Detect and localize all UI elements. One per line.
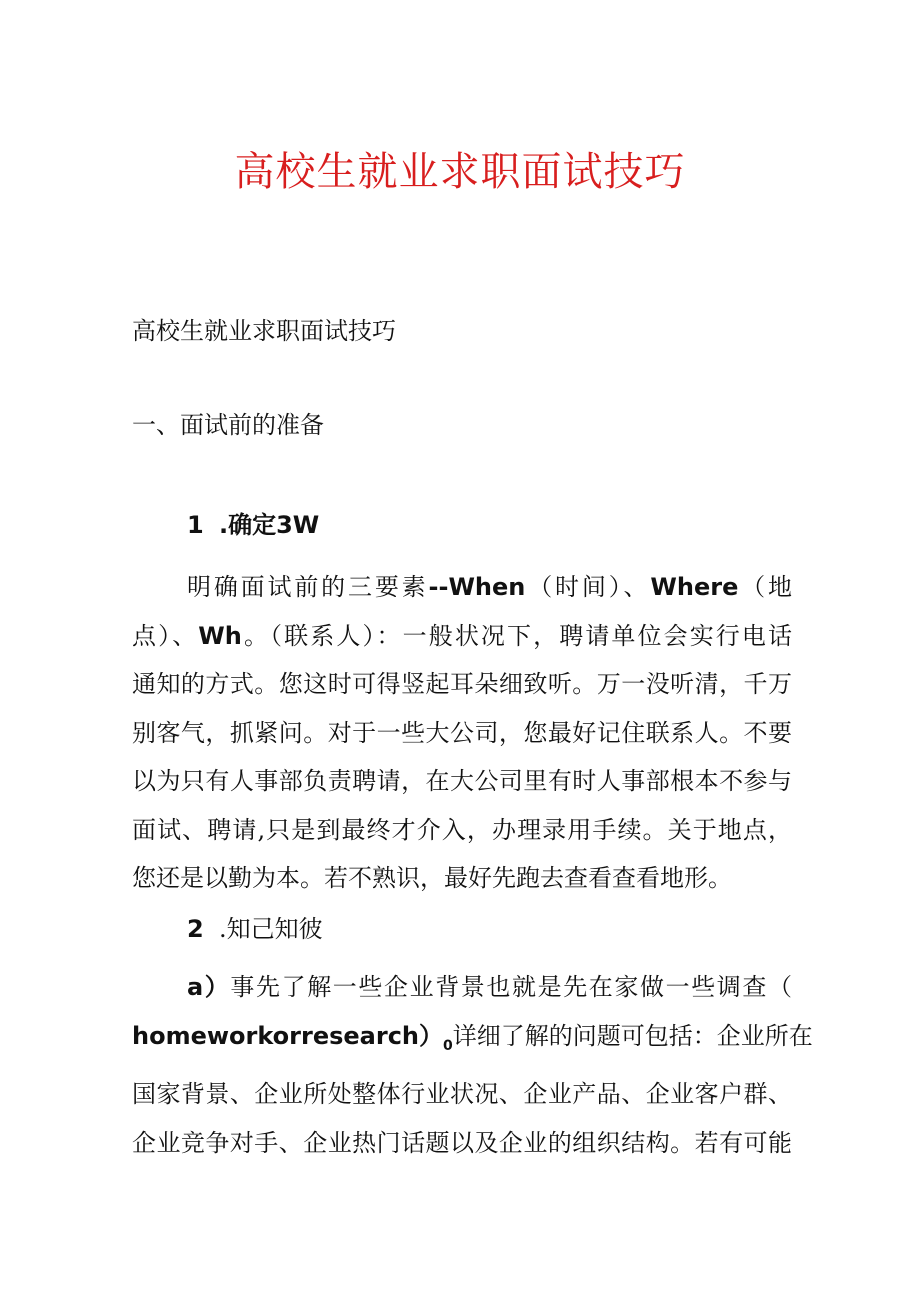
text-run-bold: a）: [187, 973, 231, 1001]
paragraph-line: 别客气，抓紧问。对于一些大公司，您最好记住联系人。不要: [132, 718, 792, 747]
paragraph-line: 国家背景、企业所处整体行业状况、企业产品、企业客户群、: [132, 1080, 792, 1108]
paragraph-line: 您还是以勤为本。若不熟识，最好先跑去查看查看地形。: [132, 864, 732, 892]
text-run-subscript: 0: [443, 1037, 453, 1054]
text-run-bold: Where: [650, 573, 739, 601]
text-run: （时间）、: [525, 573, 651, 601]
subheading-confirm-3w: [187, 507, 319, 543]
paragraph-line: 以为只有人事部负责聘请，在大公司里有时人事部根本不参与: [132, 767, 792, 795]
subheading-dot-text: .确定: [218, 511, 277, 539]
paragraph-line: 面试、聘请,只是到最终才介入，办理录用手续。关于地点，: [132, 815, 792, 844]
section-heading-preparation: 一、面试前的准备: [132, 411, 324, 439]
document-title: 高校生就业求职面试技巧: [234, 149, 686, 195]
text-run-bold: --When: [428, 573, 526, 601]
text-run: 详细了解的问题可包括：企业所在: [452, 1021, 813, 1050]
paragraph-3w: [132, 563, 792, 903]
text-run: （地: [738, 573, 793, 601]
subheading-know-yourself: [187, 911, 323, 947]
paragraph-line: [132, 963, 792, 1012]
subheading-bold-suffix: 3W: [276, 511, 320, 539]
paragraph-line: [132, 1012, 813, 1071]
paragraph-line: 通知的方式。您这时可得竖起耳朵细致听。万一没听清，千万: [132, 670, 792, 698]
text-run: 明确面试前的三要素: [187, 573, 429, 601]
text-run: 事先了解一些企业背景也就是先在家做一些调查（: [230, 973, 793, 1001]
paragraph-line: [132, 563, 792, 612]
text-run: 。（联系人）：一般状况下，聘请单位会实行电话: [241, 621, 793, 650]
text-run-bold: homeworkorresearch）: [132, 1021, 444, 1050]
subheading-text: .知己知彼: [218, 915, 323, 943]
paragraph-line: 企业竞争对手、企业热门话题以及企业的组织结构。若有可能: [132, 1128, 792, 1157]
subheading-number: 2: [187, 915, 204, 943]
paragraph-line: [132, 612, 792, 661]
text-run: 点）、: [132, 621, 199, 650]
text-run-bold: Wh: [198, 621, 242, 650]
document-heading: 高校生就业求职面试技巧: [132, 317, 396, 345]
paragraph-know-company: [132, 963, 813, 1167]
subheading-number: 1: [187, 511, 204, 539]
